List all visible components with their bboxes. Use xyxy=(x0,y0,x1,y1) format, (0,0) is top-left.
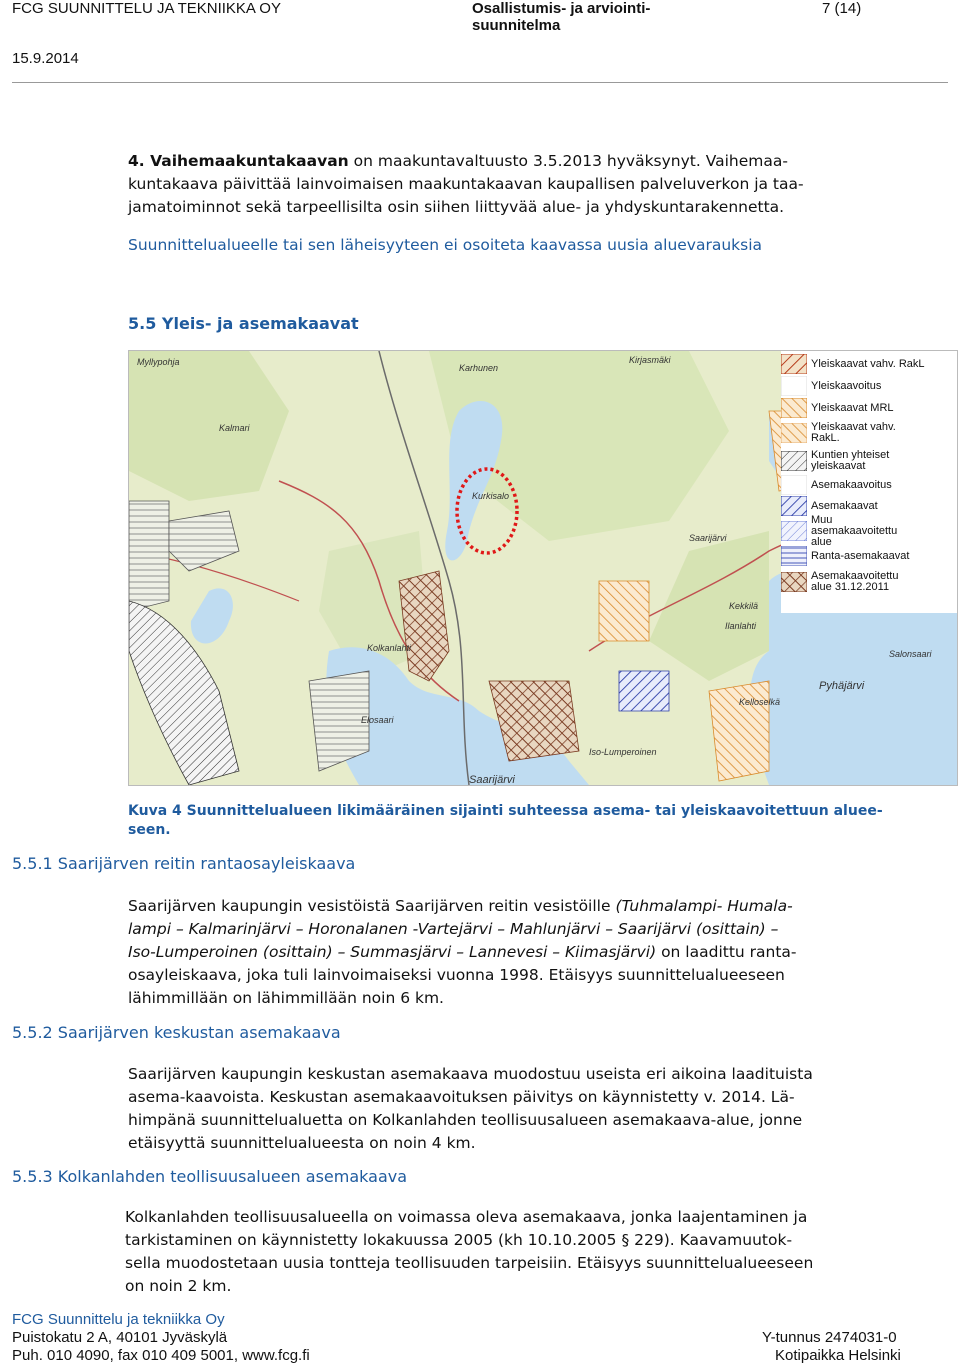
legend-swatch-plain xyxy=(781,376,807,396)
map-zone-municipal xyxy=(129,501,169,611)
subsection-5-5-1-line-4: osayleiskaava, joka tuli lainvoimaiseksi vuonna 1998. Etäisyys suunnittelualueeseen xyxy=(128,966,785,984)
subsection-5-5-2-line-4: etäisyyttä suunnittelualueesta on noin 4 km. xyxy=(128,1134,476,1152)
subsection-5-5-1-line-3b: on laadittu ranta- xyxy=(656,943,797,961)
legend-swatch-hatch-brown xyxy=(781,572,807,592)
map-placename: Ilanlahti xyxy=(725,621,757,631)
map-placename: Saarijärvi xyxy=(689,533,727,543)
legend-label: Ranta-asemakaavat xyxy=(811,549,910,562)
subsection-5-5-1-line-1a: Saarijärven kaupungin vesistöistä Saarijärven reitin vesistöille xyxy=(128,897,616,915)
subsection-5-5-3-line-2: tarkistaminen on käynnistetty lokakuussa 2005 (kh 10.10.2005 § 229). Kaavamuutok- xyxy=(125,1231,793,1249)
legend-label: Yleiskaavat MRL xyxy=(811,401,894,414)
legend-label: Asemakaavoitus xyxy=(811,478,892,491)
legend-item xyxy=(781,447,925,475)
map-placename: Kolkanlahti xyxy=(367,643,412,653)
legend-label: Muu asemakaavoitettu alue xyxy=(811,513,898,548)
subsection-5-5-1-line-2: lampi – Kalmarinjärvi – Horonalanen -Vartejärvi – Mahlunjärvi – Saarijärvi (osittain) – xyxy=(128,920,779,938)
intro-line-1: on maakuntavaltuusto 3.5.2013 hyväksynyt. Vaihemaa- xyxy=(348,152,788,170)
subsection-5-5-3-line-3: sella muodostetaan uusia tontteja teollisuuden tarpeisiin. Etäisyys suunnittelualueeseen xyxy=(125,1254,814,1272)
intro-note: Suunnittelualueelle tai sen läheisyyteen ei osoiteta kaavassa uusia aluevarauksia xyxy=(128,236,763,254)
header-company: FCG SUUNNITTELU JA TEKNIIKKA OY xyxy=(12,0,281,17)
header-doc-title-line2: suunnitelma xyxy=(472,17,561,34)
figure-caption-line-2: seen. xyxy=(128,822,171,838)
figure-caption xyxy=(128,802,928,840)
legend-label: Yleiskaavat vahv. RakL xyxy=(811,357,925,370)
subsection-5-5-2-line-2: asema-kaavoista. Keskustan asemakaavoituksen päivitys on käynnistetty v. 2014. Lä- xyxy=(128,1088,795,1106)
legend-swatch-hatch-red xyxy=(781,354,807,374)
intro-line-3: jamatoiminnot sekä tarpeellisilta osin siihen liittyvää alue- ja yhdyskuntarakennetta. xyxy=(128,198,785,216)
header-divider xyxy=(12,82,948,83)
subsection-5-5-1-line-3a: Iso-Lumperoinen (osittain) – Summasjärvi – Lannevesi – Kiimasjärvi) xyxy=(128,943,657,961)
subsection-5-5-2-line-1: Saarijärven kaupungin keskustan asemakaava muodostuu useista eri aikoina laadituista xyxy=(128,1065,813,1083)
header-doc-title-line1: Osallistumis- ja arviointi- xyxy=(472,0,651,17)
intro-item-number: 4. xyxy=(128,152,145,170)
subsection-heading-5-5-2: 5.5.2 Saarijärven keskustan asemakaava xyxy=(12,1023,341,1042)
map-placename: Elosaari xyxy=(361,715,394,725)
legend-swatch-hatch-orange xyxy=(781,398,807,418)
map-placename: Karhunen xyxy=(459,363,499,373)
map-placename: Salonsaari xyxy=(889,649,932,659)
legend-item xyxy=(781,513,925,548)
map-zone-mrl xyxy=(709,681,769,781)
legend-swatch-plain xyxy=(781,475,807,495)
figure-caption-line-1: Kuva 4 Suunnittelualueen likimääräinen sijainti suhteessa asema- tai yleiskaavoitettuun aluee- xyxy=(128,803,883,819)
legend-label: Asemakaavat xyxy=(811,499,878,512)
intro-paragraph xyxy=(128,150,933,219)
map-placename: Kelloselkä xyxy=(739,697,781,707)
map-placename: Saarijärvi xyxy=(469,774,515,785)
legend-label: Yleiskaavat vahv. RakL. xyxy=(811,421,896,444)
map-placename: Iso-Lumperoinen xyxy=(589,747,657,757)
legend-item xyxy=(781,475,925,495)
legend-swatch-hatch-black xyxy=(781,451,807,471)
legend-swatch-hatch-orange-light xyxy=(781,423,807,443)
legend-item xyxy=(781,419,925,447)
subsection-heading-5-5-1: 5.5.1 Saarijärven reitin rantaosayleiskaava xyxy=(12,854,356,873)
map-placename: Kekkilä xyxy=(729,601,759,611)
subsection-5-5-2-paragraph xyxy=(128,1063,933,1155)
subsection-5-5-1-line-5: lähimmillään on lähimmillään noin 6 km. xyxy=(128,989,444,1007)
zoning-map xyxy=(128,350,958,786)
footer-business-id: Y-tunnus 2474031-0 xyxy=(762,1329,897,1346)
legend-label: Asemakaavoitettu alue 31.12.2011 xyxy=(811,570,899,593)
subsection-5-5-3-line-1: Kolkanlahden teollisuusalueella on voimassa oleva asemakaava, jonka laajentaminen ja xyxy=(125,1208,808,1226)
map-zone-asemakaava xyxy=(619,671,669,711)
subsection-5-5-1-line-1b: (Tuhmalampi- Humala- xyxy=(615,897,793,915)
legend-item xyxy=(781,567,925,597)
legend-swatch-hatch-blue-horizontal xyxy=(781,546,807,566)
legend-item xyxy=(781,375,925,397)
section-heading-5-5: 5.5 Yleis- ja asemakaavat xyxy=(128,314,359,333)
footer-domicile: Kotipaikka Helsinki xyxy=(775,1347,901,1364)
legend-item xyxy=(781,353,925,375)
map-placename: Kalmari xyxy=(219,423,250,433)
map-placename: Kirjasmäki xyxy=(629,355,671,365)
map-legend xyxy=(781,351,957,613)
legend-swatch-hatch-blue-light xyxy=(781,521,807,541)
legend-item xyxy=(781,545,925,567)
header-page-number: 7 (14) xyxy=(822,0,862,17)
map-zone-mrl xyxy=(599,581,649,641)
legend-item xyxy=(781,397,925,419)
footer-phone: Puh. 010 4090, fax 010 409 5001, www.fcg.fi xyxy=(12,1347,310,1364)
map-placename: Pyhäjärvi xyxy=(819,680,865,692)
subsection-5-5-1-paragraph xyxy=(128,895,933,1010)
legend-label: Kuntien yhteiset yleiskaavat xyxy=(811,449,890,472)
subsection-5-5-3-paragraph xyxy=(125,1206,933,1298)
subsection-heading-5-5-3: 5.5.3 Kolkanlahden teollisuusalueen asemakaava xyxy=(12,1167,408,1186)
map-placename: Kurkisalo xyxy=(472,491,510,501)
legend-label: Yleiskaavoitus xyxy=(811,379,882,392)
subsection-5-5-2-line-3: himpänä suunnittelualuetta on Kolkanlahden teollisuusalueen asemakaava-alue, jonne xyxy=(128,1111,803,1129)
intro-line-2: kuntakaava päivittää lainvoimaisen maakuntakaavan kaupallisen palveluverkon ja taa- xyxy=(128,175,804,193)
subsection-5-5-3-line-4: on noin 2 km. xyxy=(125,1277,232,1295)
footer-company: FCG Suunnittelu ja tekniikka Oy xyxy=(12,1311,225,1328)
map-placename: Myllypohja xyxy=(137,357,180,367)
header-date: 15.9.2014 xyxy=(12,50,79,67)
legend-swatch-hatch-blue xyxy=(781,496,807,516)
footer-address: Puistokatu 2 A, 40101 Jyväskylä xyxy=(12,1329,228,1346)
intro-bold-term: Vaihemaakuntakaavan xyxy=(150,152,349,170)
